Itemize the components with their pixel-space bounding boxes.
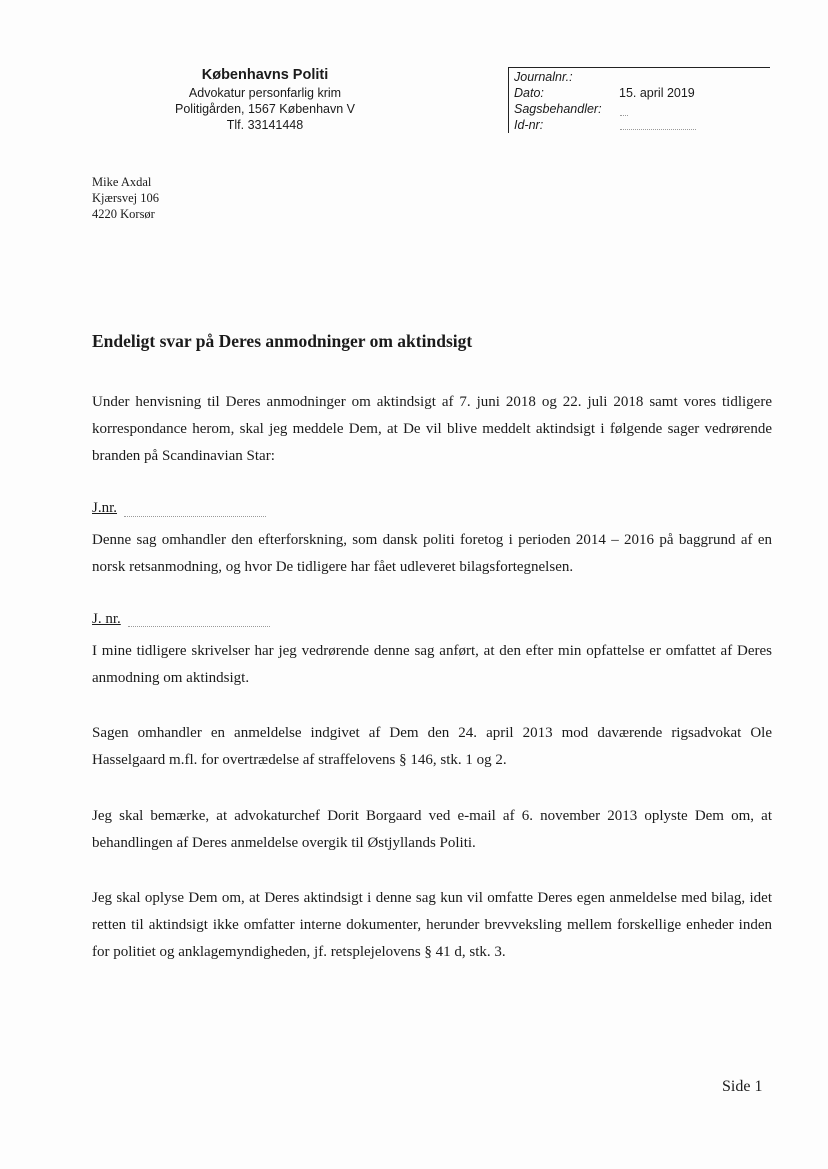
case1-paragraph: Denne sag omhandler den efterforskning, som dansk politi foretog i perioden 2014 – 2016 på baggrund af en norsk retsanmodning, og hvor De tidligere har fået udleveret bilagsfortegnelsen.: [92, 532, 772, 575]
date-label: Dato:: [514, 86, 544, 100]
recipient-street: Kjærsvej 106: [92, 191, 160, 205]
case2-paragraph: I mine tidligere skrivelser har jeg vedrørende denne sag anført, at den efter min opfattelse er omfattet af Deres anmodning om aktindsigt.: [92, 643, 772, 686]
date-value: 15. april 2019: [619, 86, 695, 100]
sender-department: Advokatur personfarlig krim: [188, 86, 342, 100]
case-meta-box: [508, 67, 770, 133]
sender-address: Politigården, 1567 København V: [175, 102, 355, 116]
body-paragraph-2: Jeg skal bemærke, at advokaturchef Dorit Borgaard ved e-mail af 6. november 2013 oplyste Dem om, at behandlingen af Deres anmeldelse overgik til Østjyllands Politi.: [92, 808, 772, 851]
case1-journal-label: J.nr.: [92, 500, 118, 516]
recipient-city: 4220 Korsør: [92, 207, 155, 221]
sender-phone: Tlf. 33141448: [226, 118, 304, 132]
page-number: Side 1: [722, 1078, 763, 1095]
redaction-mark: [620, 129, 696, 130]
redaction-mark: [128, 626, 270, 627]
body-paragraph-3: Jeg skal oplyse Dem om, at Deres aktindsigt i denne sag kun vil omfatte Deres egen anmeldelse med bilag, idet retten til aktindsigt ikke omfatter interne dokumenter, herunder brevveksling mellem forskellige enheder inden for politiet og anklagemyndigheden, jf. retsplejelovens § 41 d, stk. 3.: [92, 890, 772, 960]
sender-org-name: Københavns Politi: [201, 67, 329, 83]
recipient-name: Mike Axdal: [92, 175, 152, 189]
intro-paragraph: Under henvisning til Deres anmodninger om aktindsigt af 7. juni 2018 og 22. juli 2018 samt vores tidligere korrespondance herom, skal jeg meddele Dem, at De vil blive meddelt aktindsigt i følgende sager vedrørende branden på Scandinavian Star:: [92, 394, 772, 464]
body-paragraph-1: Sagen omhandler en anmeldelse indgivet af Dem den 24. april 2013 mod daværende rigsadvokat Ole Hasselgaard m.fl. for overtrædelse af straffelovens § 146, stk. 1 og 2.: [92, 725, 772, 768]
sender-block: [150, 66, 380, 133]
id-label: Id-nr:: [514, 118, 544, 132]
case2-journal-label: J. nr.: [92, 611, 121, 627]
journal-label: Journalnr.:: [514, 70, 573, 84]
redaction-mark: [620, 115, 628, 116]
redaction-mark: [124, 516, 266, 517]
recipient-address: [92, 174, 159, 222]
letter-title: Endeligt svar på Deres anmodninger om aktindsigt: [92, 331, 473, 351]
handler-label: Sagsbehandler:: [514, 102, 602, 116]
